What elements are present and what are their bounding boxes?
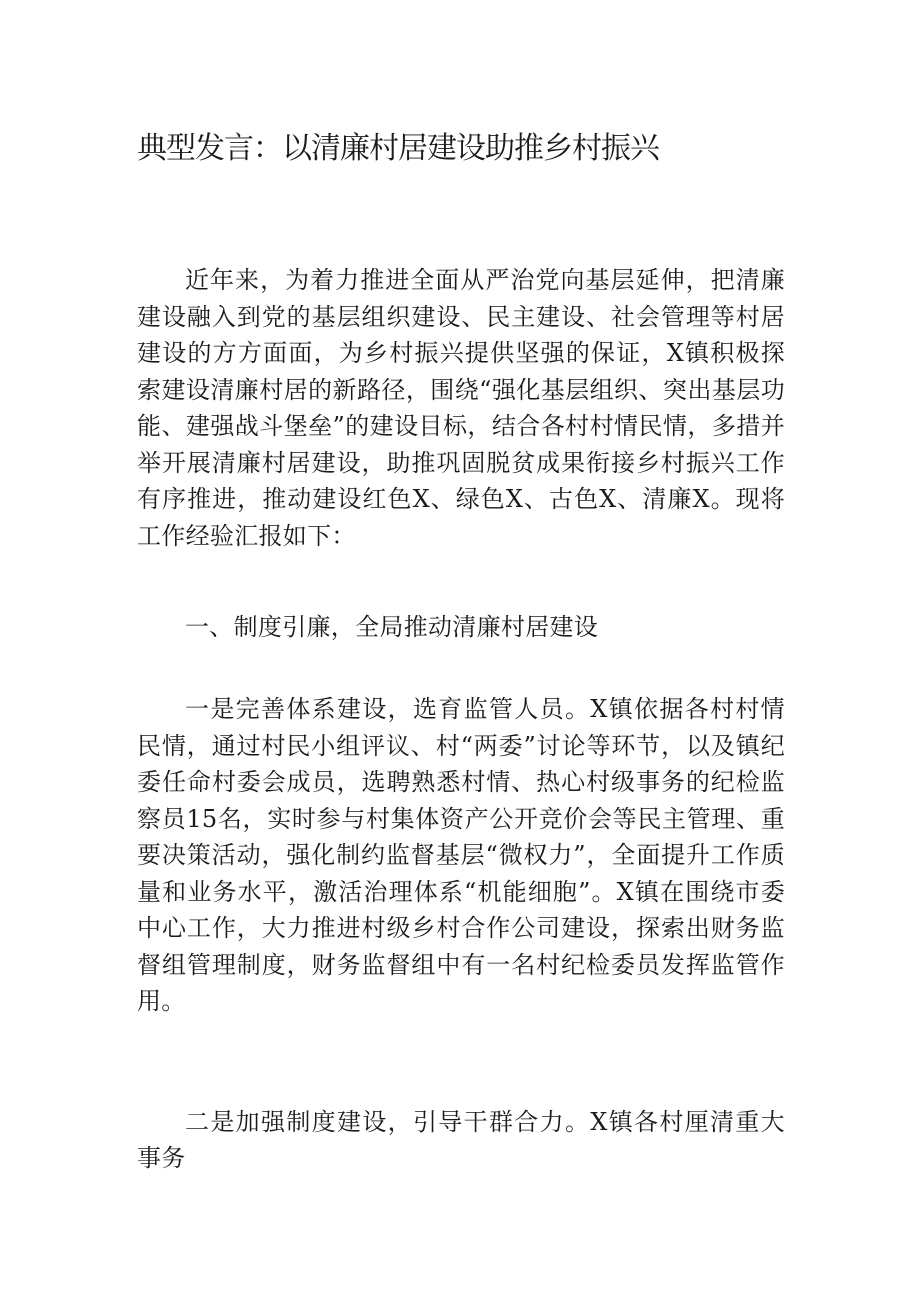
section-heading: 一、制度引廉，全局推动清廉村居建设: [185, 613, 599, 641]
body-paragraph: 一是完善体系建设，选育监管人员。X镇依据各村村情民情，通过村民小组评议、村“两委”讨论等环节，以及镇纪委任命村委会成员，选聘熟悉村情、热心村级事务的纪检监察员15名，实时参与村集体资产公开竞价会等民主管理、重要决策活动，强化制约监督基层“微权力”，全面提升工作质量和业务水平，激活治理体系“机能细胞”。X镇在围绕市委中心工作，大力推进村级乡村合作公司建设，探索出财务监督组管理制度，财务监督组中有一名村纪检委员发挥监管作用。: [137, 695, 785, 1015]
document-title: 典型发言：以清廉村居建设助推乡村振兴: [137, 131, 659, 166]
intro-paragraph: 近年来，为着力推进全面从严治党向基层延伸，把清廉建设融入到党的基层组织建设、民主建设、社会管理等村居建设的方方面面，为乡村振兴提供坚强的保证，X镇积极探索建设清廉村居的新路径，围绕“强化基层组织、突出基层功能、建强战斗堡垒”的建设目标，结合各村村情民情，多措并举开展清廉村居建设，助推巩固脱贫成果衔接乡村振兴工作有序推进，推动建设红色X、绿色X、古色X、清廉X。现将工作经验汇报如下：: [137, 266, 785, 550]
body-paragraph: 二是加强制度建设，引导干群合力。X镇各村厘清重大事务: [137, 1108, 785, 1172]
